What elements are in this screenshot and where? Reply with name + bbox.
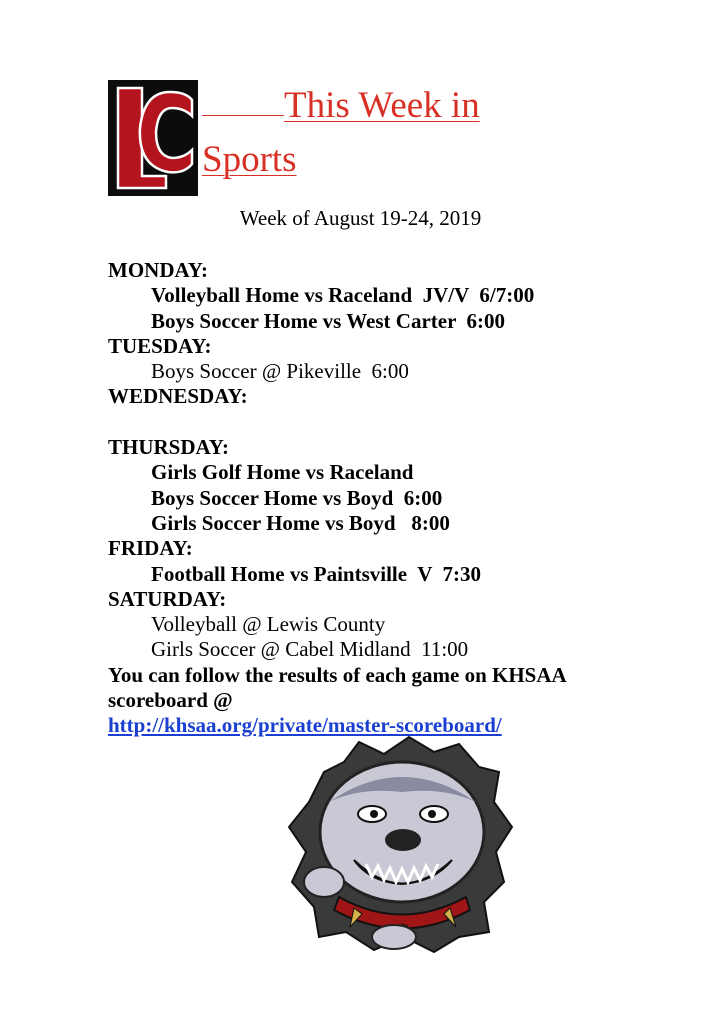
results-note-line2: scoreboard @ — [108, 688, 233, 713]
event-item: Boys Soccer Home vs West Carter 6:00 — [151, 308, 506, 333]
bulldog-icon — [284, 732, 516, 954]
schedule — [108, 258, 708, 739]
day-saturday: SATURDAY: — [108, 586, 227, 611]
title-text-1: This Week in — [284, 85, 480, 126]
day-wednesday: WEDNESDAY: — [108, 384, 248, 409]
event-item: Football Home vs Paintsville V 7:30 — [151, 561, 481, 586]
event-item: Volleyball @ Lewis County — [151, 612, 386, 637]
page-title-line2: Sports — [202, 139, 297, 180]
bulldog-mascot — [284, 732, 516, 954]
spacer — [108, 410, 708, 435]
day-thursday: THURSDAY: — [108, 435, 229, 460]
lc-logo — [108, 80, 198, 196]
event-item: Girls Golf Home vs Raceland — [151, 460, 414, 485]
lc-logo-icon — [108, 80, 198, 196]
event-item: Boys Soccer @ Pikeville 6:00 — [151, 359, 409, 384]
day-tuesday: TUESDAY: — [108, 333, 212, 358]
event-item: Volleyball Home vs Raceland JV/V 6/7:00 — [151, 283, 535, 308]
day-monday: MONDAY: — [108, 258, 208, 282]
page-title-line1 — [202, 84, 480, 127]
event-item: Girls Soccer @ Cabel Midland 11:00 — [151, 637, 469, 662]
event-item: Girls Soccer Home vs Boyd 8:00 — [151, 510, 450, 535]
event-item: Boys Soccer Home vs Boyd 6:00 — [151, 485, 443, 510]
results-note — [108, 663, 708, 739]
week-subtitle: Week of August 19-24, 2019 — [239, 206, 482, 230]
results-note-line1: You can follow the results of each game on KHSAA — [108, 662, 567, 687]
day-friday: FRIDAY: — [108, 536, 193, 561]
khsaa-scoreboard-link[interactable]: http://khsaa.org/private/master-scoreboard/ — [108, 713, 502, 738]
